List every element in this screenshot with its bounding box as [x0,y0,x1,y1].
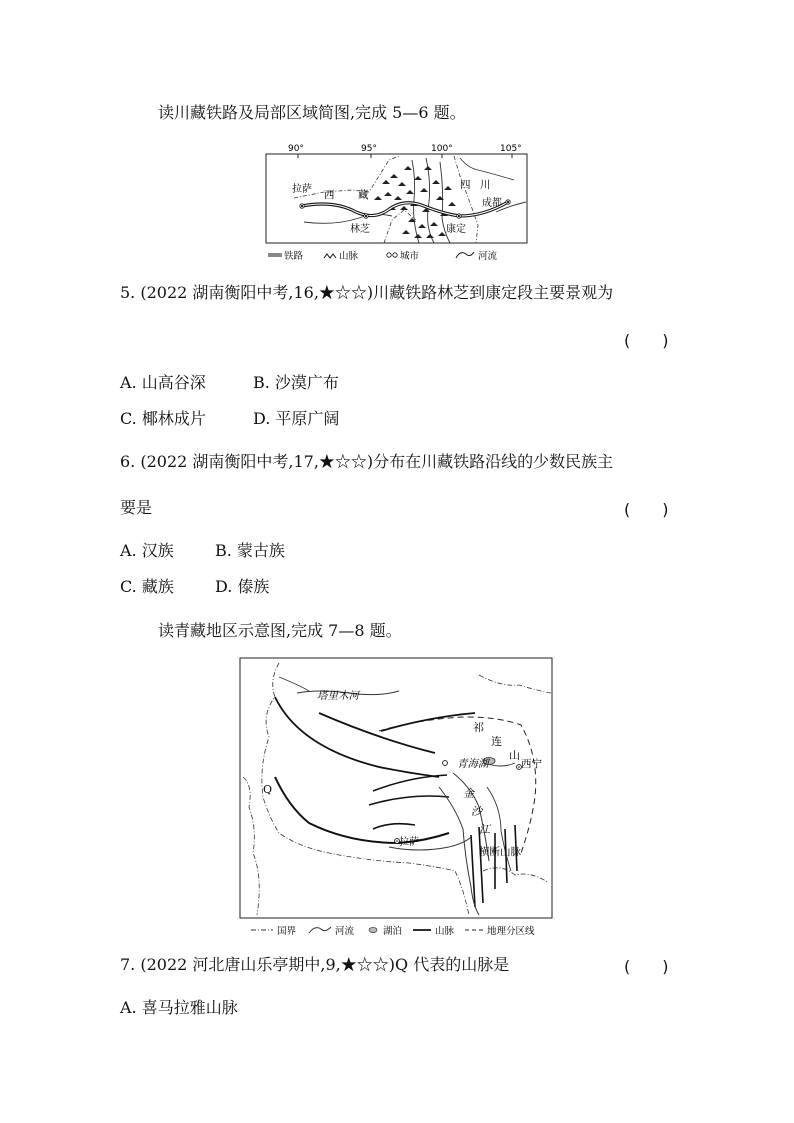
label-q: Q [263,783,273,796]
option-5d[interactable]: D. 平原广阔 [253,409,340,428]
city-label-chengdu: 成都 [482,198,502,209]
option-7a[interactable]: A. 喜马拉雅山脉 [120,998,238,1017]
label-lhasa: 拉萨 [399,837,419,848]
answer-blank-5[interactable]: ( ) [624,331,669,350]
option-6d[interactable]: D. 傣族 [215,577,270,596]
intro-text-2: 读青藏地区示意图,完成 7—8 题。 [158,621,402,640]
lon-label-90: 90° [288,144,304,154]
lon-label-105: 105° [500,144,522,154]
option-6c[interactable]: C. 藏族 [120,577,174,596]
city-label-nyingchi: 林芝 [350,224,370,235]
option-6b[interactable]: B. 蒙古族 [215,541,285,560]
map1-legend [268,250,498,262]
legend-river: 河流 [478,251,498,262]
intro-text-1: 读川藏铁路及局部区域简图,完成 5—6 题。 [158,103,466,122]
label-qi: 祁 [473,721,484,734]
label-jin: 金 [463,787,474,800]
city-label-kangding: 康定 [446,224,466,235]
legend-lake: 湖泊 [383,926,403,937]
region-label-zang: 藏 [358,189,369,201]
qinghai-tibet-map [239,657,555,939]
answer-blank-7[interactable]: ( ) [624,957,669,976]
lon-label-95: 95° [361,144,377,154]
option-5b[interactable]: B. 沙漠广布 [253,373,339,392]
lon-label-100: 100° [431,144,453,154]
option-5c[interactable]: C. 椰林成片 [120,409,206,428]
region-label-chuan: 川 [480,179,491,191]
label-qinghai-lake: 青海湖 [457,758,489,770]
label-hengduan: 横断山脉 [479,846,521,858]
label-jiang: 江 [479,823,490,836]
question-7-stem: 7. (2022 河北唐山乐亭期中,9,★☆☆)Q 代表的山脉是 [120,955,510,974]
legend-division: 地理分区线 [487,926,535,937]
legend-mountain2: 山脉 [435,926,455,937]
label-sha: 沙 [471,805,482,818]
city-label-lhasa: 拉萨 [292,184,312,195]
map2-legend [251,925,535,937]
label-shan: 山 [509,749,520,762]
question-6-stem-line1: 6. (2022 湖南衡阳中考,17,★☆☆)分布在川藏铁路沿线的少数民族主 [120,452,614,471]
label-tarim-river: 塔里木河 [317,690,359,702]
region-label-xi: 西 [324,189,335,201]
legend-city: 城市 [400,251,420,262]
option-5a[interactable]: A. 山高谷深 [120,373,206,392]
legend-border: 国界 [277,926,297,937]
legend-railway: 铁路 [284,251,304,262]
question-6-stem-line2: 要是 [120,498,153,517]
question-5-stem: 5. (2022 湖南衡阳中考,16,★☆☆)川藏铁路林芝到康定段主要景观为 [120,283,614,302]
label-xining: 西宁 [521,758,542,770]
sichuan-tibet-railway-map [264,140,530,265]
region-label-si: 四 [460,179,471,191]
label-lian: 连 [491,735,502,748]
legend-mountain: 山脉 [339,251,359,262]
legend-river2: 河流 [335,926,355,937]
answer-blank-6[interactable]: ( ) [624,500,669,519]
option-6a[interactable]: A. 汉族 [120,541,174,560]
